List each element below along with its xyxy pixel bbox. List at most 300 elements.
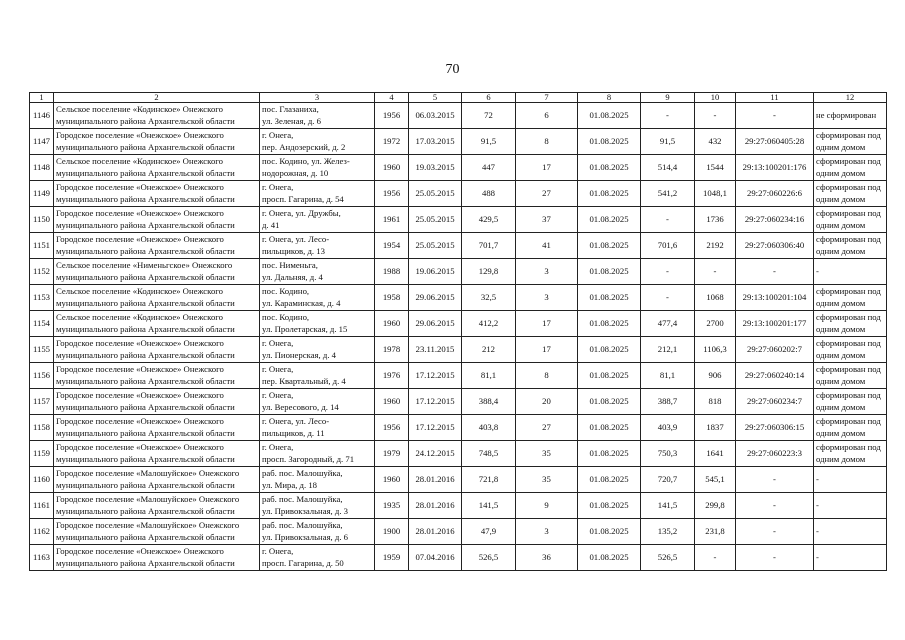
address-cell xyxy=(260,493,375,519)
municipality-line: муниципального района Архангельской области xyxy=(56,115,235,126)
municipality-line: муниципального района Архангельской области xyxy=(56,375,235,386)
cadastral-number-cell: 29:27:060306:40 xyxy=(736,233,814,259)
land-area-cell: 477,4 xyxy=(641,311,695,337)
residents-cell: 3 xyxy=(516,259,578,285)
address-line: раб. пос. Малошуйка, xyxy=(262,494,343,504)
cadastral-number-cell: - xyxy=(736,103,814,129)
row-number-cell: 1150 xyxy=(30,207,54,233)
row-number-cell: 1152 xyxy=(30,259,54,285)
plot-area-cell: 1048,1 xyxy=(695,181,736,207)
recognition-date-cell: 19.06.2015 xyxy=(409,259,462,285)
municipality-line: муниципального района Архангельской области xyxy=(56,531,235,542)
residents-cell: 27 xyxy=(516,181,578,207)
plot-status-line: сформирован под xyxy=(816,364,881,374)
plot-area-cell: 299,8 xyxy=(695,493,736,519)
address-cell xyxy=(260,389,375,415)
residents-cell: 35 xyxy=(516,467,578,493)
row-number-cell: 1153 xyxy=(30,285,54,311)
housing-table xyxy=(29,92,887,571)
build-year-cell: 1961 xyxy=(375,207,409,233)
build-year-cell: 1900 xyxy=(375,519,409,545)
address-line: раб. пос. Малошуйка, xyxy=(262,520,343,530)
plot-area-cell: 906 xyxy=(695,363,736,389)
address-line: просп. Гагарина, д. 54 xyxy=(262,193,344,204)
table-row xyxy=(30,545,887,571)
area-cell: 212 xyxy=(462,337,516,363)
recognition-date-cell: 28.01.2016 xyxy=(409,493,462,519)
address-line: ул. Дальняя, д. 4 xyxy=(262,271,323,282)
row-number-cell: 1148 xyxy=(30,155,54,181)
plot-status-line: одним домом xyxy=(816,323,866,334)
plot-status-cell xyxy=(814,415,887,441)
address-line: г. Онега, xyxy=(262,442,294,452)
address-line: г. Онега, ул. Дружбы, xyxy=(262,208,341,218)
row-number-cell: 1159 xyxy=(30,441,54,467)
address-line: ул. Мира, д. 18 xyxy=(262,479,318,490)
recognition-date-cell: 17.12.2015 xyxy=(409,415,462,441)
planned-date-cell: 01.08.2025 xyxy=(578,363,641,389)
plot-area-cell: 1544 xyxy=(695,155,736,181)
municipality-cell xyxy=(54,493,260,519)
area-cell: 388,4 xyxy=(462,389,516,415)
planned-date-cell: 01.08.2025 xyxy=(578,233,641,259)
plot-area-cell: 1106,3 xyxy=(695,337,736,363)
address-line: просп. Загородный, д. 71 xyxy=(262,453,355,464)
plot-area-cell: 231,8 xyxy=(695,519,736,545)
table-row xyxy=(30,415,887,441)
municipality-line: муниципального района Архангельской области xyxy=(56,271,235,282)
municipality-line: Городское поселение «Онежское» Онежского xyxy=(56,390,224,400)
plot-status-cell xyxy=(814,207,887,233)
address-cell xyxy=(260,363,375,389)
table-row xyxy=(30,129,887,155)
area-cell: 91,5 xyxy=(462,129,516,155)
table-row xyxy=(30,311,887,337)
table-row xyxy=(30,363,887,389)
residents-cell: 20 xyxy=(516,389,578,415)
residents-cell: 9 xyxy=(516,493,578,519)
plot-area-cell: 545,1 xyxy=(695,467,736,493)
residents-cell: 41 xyxy=(516,233,578,259)
header-row xyxy=(30,93,887,103)
column-header: 4 xyxy=(375,93,409,103)
plot-status-cell xyxy=(814,311,887,337)
residents-cell: 37 xyxy=(516,207,578,233)
plot-status-line: одним домом xyxy=(816,193,866,204)
area-cell: 141,5 xyxy=(462,493,516,519)
area-cell: 47,9 xyxy=(462,519,516,545)
land-area-cell: 81,1 xyxy=(641,363,695,389)
plot-status-cell xyxy=(814,103,887,129)
planned-date-cell: 01.08.2025 xyxy=(578,129,641,155)
row-number-cell: 1156 xyxy=(30,363,54,389)
area-cell: 429,5 xyxy=(462,207,516,233)
recognition-date-cell: 25.05.2015 xyxy=(409,181,462,207)
municipality-cell xyxy=(54,259,260,285)
row-number-cell: 1161 xyxy=(30,493,54,519)
build-year-cell: 1972 xyxy=(375,129,409,155)
plot-area-cell: 1736 xyxy=(695,207,736,233)
row-number-cell: 1160 xyxy=(30,467,54,493)
address-line: г. Онега, xyxy=(262,390,294,400)
plot-status-line: одним домом xyxy=(816,219,866,230)
plot-status-line: сформирован под xyxy=(816,130,881,140)
planned-date-cell: 01.08.2025 xyxy=(578,311,641,337)
plot-area-cell: 2700 xyxy=(695,311,736,337)
plot-status-cell xyxy=(814,363,887,389)
column-header: 1 xyxy=(30,93,54,103)
plot-status-line: одним домом xyxy=(816,427,866,438)
cadastral-number-cell: - xyxy=(736,467,814,493)
address-line: г. Онега, xyxy=(262,338,294,348)
plot-area-cell: 818 xyxy=(695,389,736,415)
municipality-cell xyxy=(54,519,260,545)
address-line: пильщиков, д. 11 xyxy=(262,427,325,438)
column-header: 6 xyxy=(462,93,516,103)
municipality-line: муниципального района Архангельской области xyxy=(56,141,235,152)
address-line: г. Онега, xyxy=(262,182,294,192)
build-year-cell: 1976 xyxy=(375,363,409,389)
plot-status-line: не сформирован xyxy=(816,109,877,120)
address-line: пос. Кодино, ул. Желез- xyxy=(262,156,350,166)
column-header: 11 xyxy=(736,93,814,103)
address-line: нодорожная, д. 10 xyxy=(262,167,329,178)
address-line: г. Онега, xyxy=(262,130,294,140)
address-line: просп. Гагарина, д. 50 xyxy=(262,557,344,568)
plot-status-line: сформирован под xyxy=(816,442,881,452)
plot-area-cell: 432 xyxy=(695,129,736,155)
residents-cell: 36 xyxy=(516,545,578,571)
area-cell: 72 xyxy=(462,103,516,129)
planned-date-cell: 01.08.2025 xyxy=(578,259,641,285)
address-line: пос. Глазаниха, xyxy=(262,104,319,114)
municipality-line: Городское поселение «Онежское» Онежского xyxy=(56,546,224,556)
table-row xyxy=(30,103,887,129)
plot-status-line: - xyxy=(816,525,819,536)
municipality-cell xyxy=(54,415,260,441)
address-cell xyxy=(260,103,375,129)
plot-status-line: сформирован под xyxy=(816,182,881,192)
land-area-cell: 212,1 xyxy=(641,337,695,363)
column-header: 9 xyxy=(641,93,695,103)
plot-status-line: - xyxy=(816,265,819,276)
land-area-cell: 701,6 xyxy=(641,233,695,259)
municipality-line: Городское поселение «Малошуйское» Онежского xyxy=(56,520,240,530)
cadastral-number-cell: - xyxy=(736,493,814,519)
municipality-cell xyxy=(54,155,260,181)
cadastral-number-cell: 29:27:060405:28 xyxy=(736,129,814,155)
residents-cell: 6 xyxy=(516,103,578,129)
column-header: 12 xyxy=(814,93,887,103)
row-number-cell: 1163 xyxy=(30,545,54,571)
row-number-cell: 1155 xyxy=(30,337,54,363)
address-cell xyxy=(260,181,375,207)
recognition-date-cell: 28.01.2016 xyxy=(409,467,462,493)
municipality-line: Сельское поселение «Кодинское» Онежского xyxy=(56,312,223,322)
municipality-cell xyxy=(54,285,260,311)
build-year-cell: 1988 xyxy=(375,259,409,285)
land-area-cell: 514,4 xyxy=(641,155,695,181)
row-number-cell: 1146 xyxy=(30,103,54,129)
land-area-cell: - xyxy=(641,103,695,129)
plot-status-cell xyxy=(814,259,887,285)
build-year-cell: 1958 xyxy=(375,285,409,311)
plot-status-line: - xyxy=(816,473,819,484)
build-year-cell: 1960 xyxy=(375,467,409,493)
table-row xyxy=(30,467,887,493)
municipality-line: муниципального района Архангельской области xyxy=(56,349,235,360)
row-number-cell: 1162 xyxy=(30,519,54,545)
plot-status-line: сформирован под xyxy=(816,416,881,426)
land-area-cell: - xyxy=(641,285,695,311)
plot-area-cell: 2192 xyxy=(695,233,736,259)
planned-date-cell: 01.08.2025 xyxy=(578,441,641,467)
plot-area-cell: - xyxy=(695,545,736,571)
area-cell: 488 xyxy=(462,181,516,207)
plot-status-line: сформирован под xyxy=(816,234,881,244)
table-row xyxy=(30,285,887,311)
municipality-line: Городское поселение «Малошуйское» Онежского xyxy=(56,468,240,478)
address-cell xyxy=(260,467,375,493)
municipality-line: муниципального района Архангельской области xyxy=(56,323,235,334)
cadastral-number-cell: 29:27:060234:7 xyxy=(736,389,814,415)
address-cell xyxy=(260,207,375,233)
plot-status-line: одним домом xyxy=(816,375,866,386)
table-row xyxy=(30,259,887,285)
recognition-date-cell: 25.05.2015 xyxy=(409,207,462,233)
land-area-cell: 135,2 xyxy=(641,519,695,545)
cadastral-number-cell: 29:13:100201:177 xyxy=(736,311,814,337)
address-line: ул. Пролетарская, д. 15 xyxy=(262,323,348,334)
plot-status-cell xyxy=(814,441,887,467)
recognition-date-cell: 24.12.2015 xyxy=(409,441,462,467)
recognition-date-cell: 19.03.2015 xyxy=(409,155,462,181)
address-line: пос. Кодино, xyxy=(262,312,310,322)
build-year-cell: 1959 xyxy=(375,545,409,571)
column-header: 8 xyxy=(578,93,641,103)
plot-area-cell: - xyxy=(695,103,736,129)
municipality-cell xyxy=(54,441,260,467)
residents-cell: 8 xyxy=(516,129,578,155)
column-header: 3 xyxy=(260,93,375,103)
plot-status-line: одним домом xyxy=(816,349,866,360)
plot-status-line: - xyxy=(816,551,819,562)
municipality-line: Сельское поселение «Кодинское» Онежского xyxy=(56,104,223,114)
recognition-date-cell: 07.04.2016 xyxy=(409,545,462,571)
plot-status-cell xyxy=(814,467,887,493)
municipality-line: муниципального района Архангельской области xyxy=(56,193,235,204)
planned-date-cell: 01.08.2025 xyxy=(578,415,641,441)
build-year-cell: 1960 xyxy=(375,389,409,415)
cadastral-number-cell: 29:27:060234:16 xyxy=(736,207,814,233)
municipality-line: муниципального района Архангельской области xyxy=(56,219,235,230)
table-row xyxy=(30,389,887,415)
plot-status-line: одним домом xyxy=(816,141,866,152)
land-area-cell: - xyxy=(641,259,695,285)
residents-cell: 17 xyxy=(516,311,578,337)
plot-status-cell xyxy=(814,155,887,181)
residents-cell: 8 xyxy=(516,363,578,389)
plot-status-cell xyxy=(814,285,887,311)
municipality-line: муниципального района Архангельской области xyxy=(56,427,235,438)
address-line: г. Онега, xyxy=(262,364,294,374)
table-row xyxy=(30,207,887,233)
planned-date-cell: 01.08.2025 xyxy=(578,389,641,415)
recognition-date-cell: 29.06.2015 xyxy=(409,311,462,337)
municipality-cell xyxy=(54,363,260,389)
address-line: раб. пос. Малошуйка, xyxy=(262,468,343,478)
plot-status-cell xyxy=(814,545,887,571)
area-cell: 748,5 xyxy=(462,441,516,467)
address-line: ул. Вересового, д. 14 xyxy=(262,401,339,412)
cadastral-number-cell: - xyxy=(736,259,814,285)
area-cell: 32,5 xyxy=(462,285,516,311)
row-number-cell: 1158 xyxy=(30,415,54,441)
plot-status-line: одним домом xyxy=(816,297,866,308)
build-year-cell: 1956 xyxy=(375,415,409,441)
cadastral-number-cell: - xyxy=(736,519,814,545)
build-year-cell: 1956 xyxy=(375,181,409,207)
municipality-line: Городское поселение «Малошуйское» Онежского xyxy=(56,494,240,504)
plot-area-cell: - xyxy=(695,259,736,285)
address-line: г. Онега, xyxy=(262,546,294,556)
address-line: ул. Пионерская, д. 4 xyxy=(262,349,337,360)
municipality-cell xyxy=(54,181,260,207)
plot-area-cell: 1641 xyxy=(695,441,736,467)
table-row xyxy=(30,337,887,363)
planned-date-cell: 01.08.2025 xyxy=(578,207,641,233)
address-cell xyxy=(260,519,375,545)
plot-status-line: сформирован под xyxy=(816,338,881,348)
row-number-cell: 1151 xyxy=(30,233,54,259)
municipality-line: Городское поселение «Онежское» Онежского xyxy=(56,416,224,426)
plot-status-line: одним домом xyxy=(816,453,866,464)
residents-cell: 3 xyxy=(516,285,578,311)
area-cell: 129,8 xyxy=(462,259,516,285)
address-cell xyxy=(260,415,375,441)
address-cell xyxy=(260,259,375,285)
area-cell: 81,1 xyxy=(462,363,516,389)
column-header: 5 xyxy=(409,93,462,103)
plot-area-cell: 1068 xyxy=(695,285,736,311)
planned-date-cell: 01.08.2025 xyxy=(578,103,641,129)
recognition-date-cell: 17.12.2015 xyxy=(409,363,462,389)
table-row xyxy=(30,155,887,181)
planned-date-cell: 01.08.2025 xyxy=(578,493,641,519)
planned-date-cell: 01.08.2025 xyxy=(578,519,641,545)
address-line: г. Онега, ул. Лесо- xyxy=(262,234,330,244)
address-line: пос. Кодино, xyxy=(262,286,310,296)
address-cell xyxy=(260,337,375,363)
cadastral-number-cell: 29:27:060202:7 xyxy=(736,337,814,363)
municipality-line: Сельское поселение «Нименьгское» Онежского xyxy=(56,260,233,270)
row-number-cell: 1154 xyxy=(30,311,54,337)
build-year-cell: 1960 xyxy=(375,155,409,181)
address-line: д. 41 xyxy=(262,219,280,230)
row-number-cell: 1147 xyxy=(30,129,54,155)
municipality-line: муниципального района Архангельской области xyxy=(56,557,235,568)
plot-status-line: сформирован под xyxy=(816,156,881,166)
municipality-cell xyxy=(54,207,260,233)
table-row xyxy=(30,233,887,259)
municipality-cell xyxy=(54,311,260,337)
planned-date-cell: 01.08.2025 xyxy=(578,545,641,571)
municipality-cell xyxy=(54,233,260,259)
municipality-line: муниципального района Архангельской области xyxy=(56,297,235,308)
address-line: пер. Андозерский, д. 2 xyxy=(262,141,346,152)
build-year-cell: 1956 xyxy=(375,103,409,129)
municipality-line: Городское поселение «Онежское» Онежского xyxy=(56,364,224,374)
municipality-line: Городское поселение «Онежское» Онежского xyxy=(56,130,224,140)
municipality-line: муниципального района Архангельской области xyxy=(56,401,235,412)
municipality-line: Городское поселение «Онежское» Онежского xyxy=(56,234,224,244)
plot-status-cell xyxy=(814,493,887,519)
address-line: пильщиков, д. 13 xyxy=(262,245,325,256)
column-header: 7 xyxy=(516,93,578,103)
cadastral-number-cell: 29:27:060240:14 xyxy=(736,363,814,389)
municipality-cell xyxy=(54,129,260,155)
build-year-cell: 1979 xyxy=(375,441,409,467)
planned-date-cell: 01.08.2025 xyxy=(578,181,641,207)
area-cell: 526,5 xyxy=(462,545,516,571)
build-year-cell: 1960 xyxy=(375,311,409,337)
residents-cell: 3 xyxy=(516,519,578,545)
cadastral-number-cell: - xyxy=(736,545,814,571)
recognition-date-cell: 25.05.2015 xyxy=(409,233,462,259)
recognition-date-cell: 06.03.2015 xyxy=(409,103,462,129)
municipality-line: Сельское поселение «Кодинское» Онежского xyxy=(56,286,223,296)
municipality-line: Городское поселение «Онежское» Онежского xyxy=(56,338,224,348)
plot-status-cell xyxy=(814,389,887,415)
cadastral-number-cell: 29:13:100201:104 xyxy=(736,285,814,311)
area-cell: 403,8 xyxy=(462,415,516,441)
row-number-cell: 1157 xyxy=(30,389,54,415)
address-line: пер. Квартальный, д. 4 xyxy=(262,375,346,386)
plot-status-line: одним домом xyxy=(816,245,866,256)
address-cell xyxy=(260,441,375,467)
plot-status-line: одним домом xyxy=(816,401,866,412)
municipality-line: муниципального района Архангельской области xyxy=(56,167,235,178)
address-line: ул. Зеленая, д. 6 xyxy=(262,115,321,126)
plot-status-cell xyxy=(814,337,887,363)
table-row xyxy=(30,519,887,545)
address-cell xyxy=(260,311,375,337)
residents-cell: 27 xyxy=(516,415,578,441)
municipality-cell xyxy=(54,389,260,415)
cadastral-number-cell: 29:13:100201:176 xyxy=(736,155,814,181)
area-cell: 412,2 xyxy=(462,311,516,337)
planned-date-cell: 01.08.2025 xyxy=(578,337,641,363)
plot-status-cell xyxy=(814,519,887,545)
address-cell xyxy=(260,129,375,155)
page-number: 70 xyxy=(445,62,460,77)
residents-cell: 35 xyxy=(516,441,578,467)
column-header: 10 xyxy=(695,93,736,103)
municipality-cell xyxy=(54,337,260,363)
municipality-line: Городское поселение «Онежское» Онежского xyxy=(56,208,224,218)
plot-status-cell xyxy=(814,181,887,207)
table-row xyxy=(30,441,887,467)
planned-date-cell: 01.08.2025 xyxy=(578,155,641,181)
municipality-line: муниципального района Архангельской области xyxy=(56,453,235,464)
recognition-date-cell: 29.06.2015 xyxy=(409,285,462,311)
land-area-cell: 388,7 xyxy=(641,389,695,415)
cadastral-number-cell: 29:27:060223:3 xyxy=(736,441,814,467)
municipality-line: Городское поселение «Онежское» Онежского xyxy=(56,182,224,192)
address-cell xyxy=(260,155,375,181)
land-area-cell: 720,7 xyxy=(641,467,695,493)
address-line: ул. Привокзальная, д. 6 xyxy=(262,531,349,542)
